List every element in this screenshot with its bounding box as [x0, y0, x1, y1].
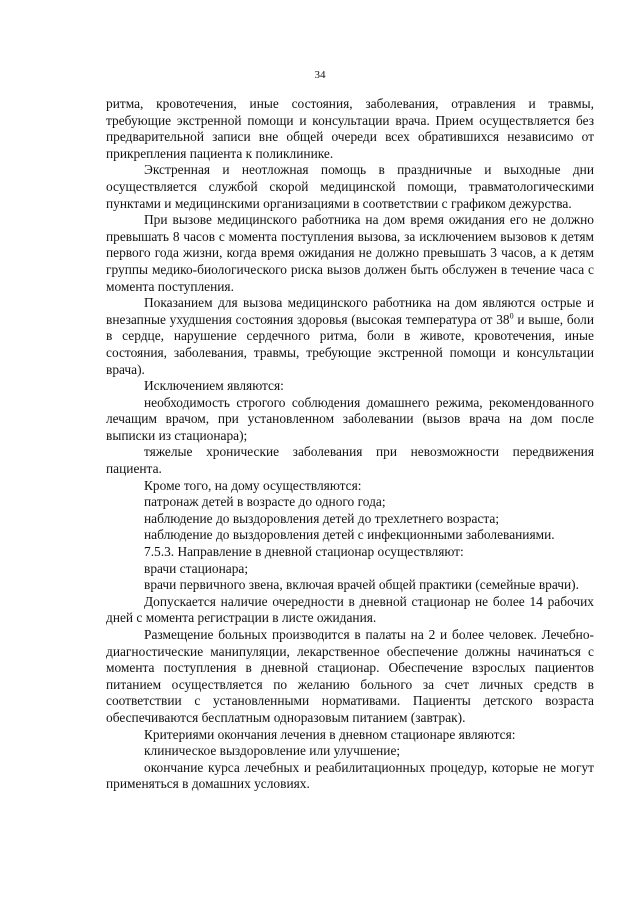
paragraph: Критериями окончания лечения в дневном стационаре являются:	[144, 726, 516, 742]
paragraph: При вызове медицинского работника на дом время ожидания его не должно превышать 8 часов с момента поступления вызова, за исключением вызовов к детям первого года жизни, когда время ожидания не должно превышать 3 часов, а к детям группы медико-биологического риска вызов должен быть обслужен в течение часа с момента поступления.	[106, 212, 594, 294]
paragraph: Исключением являются:	[144, 378, 284, 394]
page-number: 34	[314, 69, 326, 81]
list-item: патронаж детей в возрасте до одного года;	[144, 494, 386, 510]
paragraph-text: Показанием для вызова медицинского работника на дом являются острые и внезапные ухудшения состояния здоровья (высокая температура от 38	[106, 295, 594, 327]
list-item: окончание курса лечебных и реабилитационных процедур, которые не могут применяться в домашних условиях.	[106, 759, 594, 792]
list-item: наблюдение до выздоровления детей до трехлетнего возраста;	[144, 510, 500, 526]
list-item: клиническое выздоровление или улучшение;	[144, 743, 401, 759]
section-heading: 7.5.3. Направление в дневной стационар осуществляют:	[144, 544, 464, 560]
degree-superscript: 0	[509, 311, 514, 321]
paragraph: Допускается наличие очередности в дневной стационар не более 14 рабочих дней с момента регистрации в листе ожидания.	[106, 593, 594, 626]
list-item: необходимость строгого соблюдения домашнего режима, рекомендованного лечащим врачом, при установленном заболевании (вызов врача на дом после выписки из стационара);	[106, 394, 594, 443]
paragraph: Экстренная и неотложная помощь в праздничные и выходные дни осуществляется службой скорой медицинской помощи, травматологическими пунктами и медицинскими организациями в соответствии с графиком дежурства.	[106, 162, 594, 211]
paragraph: Кроме того, на дому осуществляются:	[144, 477, 362, 493]
paragraph: Размещение больных производится в палаты на 2 и более человек. Лечебно-диагностические манипуляции, лекарственное обеспечение должны начинаться с момента поступления в дневной стационар. Обеспечение взрослых пациентов питанием осуществляется по желанию больного за счет личных средств в соответствии с установленными нормативами. Пациенты детского возраста обеспечиваются бесплатным одноразовым питанием (завтрак).	[106, 627, 594, 725]
paragraph-text-continued: и выше, боли в сердце, нарушение сердечного ритма, боли в животе, кровотечения, иные состояния, заболевания, травмы, требующие экстренной помощи и консультации врача).	[106, 311, 594, 377]
paragraph	[106, 295, 594, 378]
document-body	[106, 96, 594, 793]
list-item: наблюдение до выздоровления детей с инфекционными заболеваниями.	[144, 527, 555, 543]
paragraph: ритма, кровотечения, иные состояния, заболевания, отравления и травмы, требующие экстренной помощи и консультации врача. Прием осуществляется без предварительной записи вне общей очереди всех обратившихся независимо от прикрепления пациента к поликлинике.	[106, 96, 594, 161]
list-item: врачи первичного звена, включая врачей общей практики (семейные врачи).	[144, 577, 579, 593]
list-item: врачи стационара;	[144, 560, 249, 576]
list-item: тяжелые хронические заболевания при невозможности передвижения пациента.	[106, 444, 594, 477]
